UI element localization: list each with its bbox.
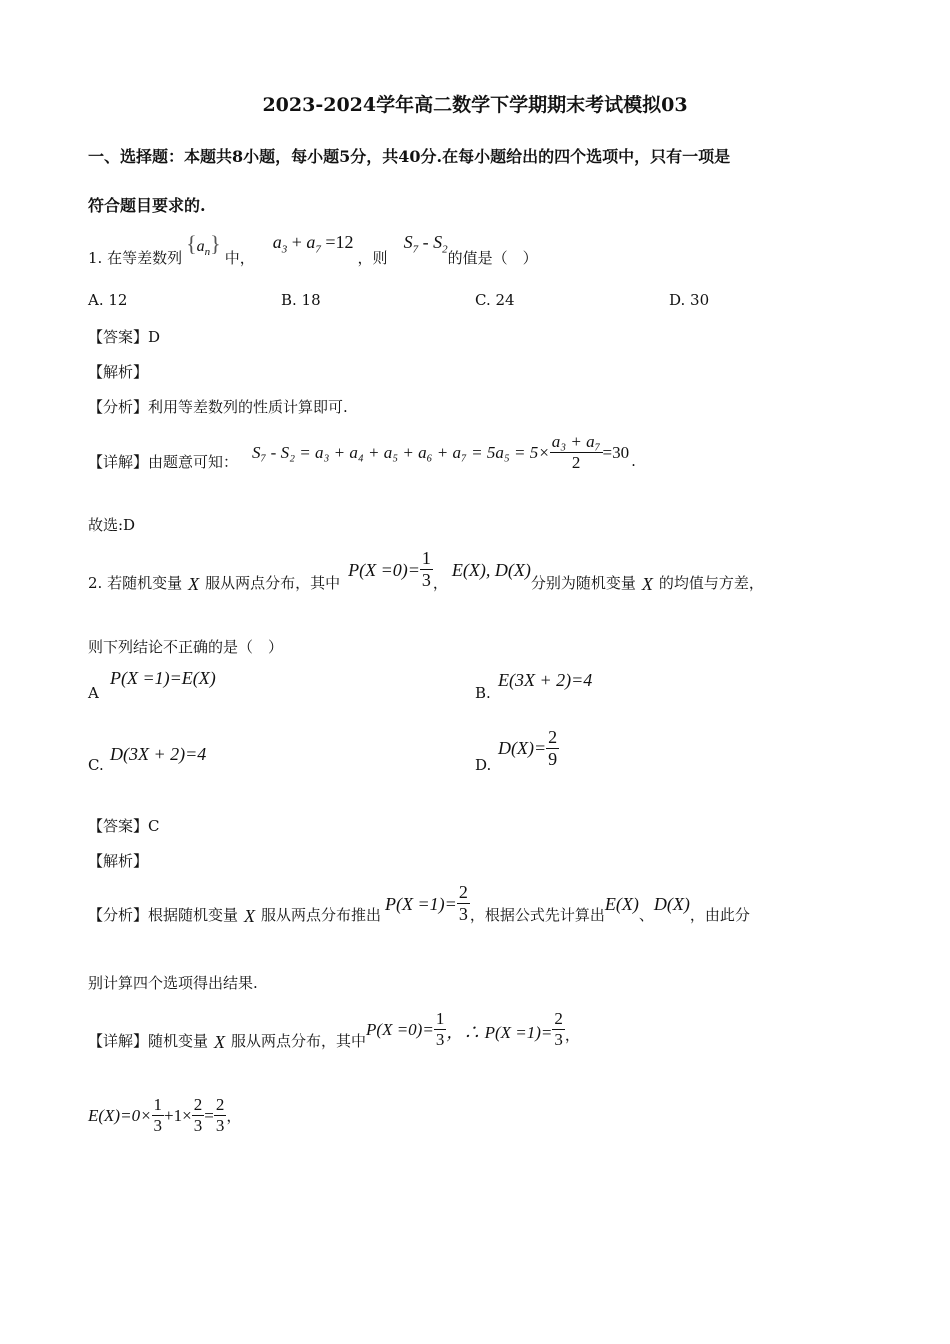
q2-fenxi-line2: 别计算四个选项得出结果. bbox=[88, 974, 258, 992]
q2-option-c: D(3X + 2)=4 bbox=[110, 744, 207, 764]
q1-prefix: 1. 在等差数列 bbox=[88, 249, 183, 267]
q2-prefix: 2. 若随机变量 bbox=[88, 573, 183, 592]
q2-detail: 【详解】随机变量 X 服从两点分布，其中 P(X =0)= $\frac{1}{3}$ ，∴ P(X =1)= $\frac{2}{3}$ ， bbox=[88, 1009, 580, 1052]
q2-mid3: 的均值与方差， bbox=[658, 573, 764, 592]
q1-mid1: 中， bbox=[224, 249, 255, 267]
q2-p0-fraction: $\frac{1}{3}$ bbox=[421, 548, 431, 591]
q1-answer: 【答案】D bbox=[88, 328, 161, 346]
q2-variable: X bbox=[188, 573, 200, 594]
q2-fenxi: 【分析】根据随机变量 X 服从两点分布推出 P(X =1)= $\frac{2}{3}$ ，根据公式先计算出 E(X) 、 D(X) ，由此分 bbox=[88, 882, 750, 926]
q2-variable-2: X bbox=[641, 573, 653, 594]
q2-comma1: ， bbox=[432, 573, 448, 592]
q1-detail-rhs: =30 bbox=[602, 443, 630, 462]
q1-option-b: B. 18 bbox=[281, 291, 321, 309]
q1-sequence: $\{a_n\}$ bbox=[186, 230, 221, 258]
q1-mid2: ，则 bbox=[357, 249, 388, 267]
q1-condition: $a_3 + a_7 =12$ bbox=[272, 232, 354, 256]
q2-answer: 【答案】C bbox=[88, 817, 160, 835]
q1-target-expression: $S_7 - S_2$ bbox=[403, 232, 448, 256]
q1-detail-label: 【详解】由题意可知： bbox=[88, 452, 239, 471]
page-title: 2023-2024学年高二数学下学期期末考试模拟03 bbox=[262, 94, 688, 116]
q2-option-c-label: C. bbox=[88, 756, 104, 774]
q1-detail-end: . bbox=[631, 452, 636, 470]
q1-option-c: C. 24 bbox=[475, 291, 515, 309]
q1-option-a: A. 12 bbox=[88, 291, 128, 309]
q2-option-a-label: A bbox=[88, 684, 99, 702]
q2-option-d-label: D. bbox=[475, 756, 492, 774]
q2-analysis-label: 【解析】 bbox=[88, 852, 149, 870]
q1-detail-fraction: $\frac{\text{a₃ + a₇}}{2}$ bbox=[551, 432, 601, 473]
q2-option-b: E(3X + 2)=4 bbox=[498, 670, 593, 690]
q2-mid1: 服从两点分布，其中 bbox=[205, 573, 341, 592]
section-heading-line2: 符合题目要求的. bbox=[88, 196, 206, 215]
q1-analysis-label: 【解析】 bbox=[88, 363, 149, 381]
question-2-stem bbox=[88, 546, 764, 594]
q2-expectation: E(X)=0× $\frac{1}{3}$ +1× $\frac{2}{3}$ = $\frac{2}{3}$ ， bbox=[88, 1095, 242, 1135]
q1-suffix: 的值是（ ） bbox=[447, 249, 538, 267]
question-1-stem bbox=[88, 228, 538, 268]
section-heading-line1: 一、选择题：本题共8小题，每小题5分，共40分.在每小题给出的四个选项中，只有一项是 bbox=[88, 147, 731, 166]
q2-option-b-label: B. bbox=[475, 684, 491, 702]
q1-option-d: D. 30 bbox=[669, 291, 710, 309]
q1-choose: 故选:D bbox=[88, 516, 136, 534]
q1-fenxi: 【分析】利用等差数列的性质计算即可. bbox=[88, 398, 348, 416]
q2-option-d: D(X)= $\frac{2}{9}$ bbox=[498, 727, 558, 769]
q1-detail bbox=[88, 428, 636, 478]
q1-detail-lhs: S₇ - S₂ = a₃ + a₄ + a₅ + a₆ + a₇ = 5a₅ = 5× bbox=[252, 443, 550, 462]
q2-ed: E(X), D(X) bbox=[451, 559, 531, 580]
q2-line2: 则下列结论不正确的是（ ） bbox=[88, 638, 284, 656]
q2-p0: P(X =0)= bbox=[348, 559, 420, 580]
q2-option-a: P(X =1)=E(X) bbox=[110, 668, 216, 688]
q2-mid2: 分别为随机变量 bbox=[530, 573, 636, 592]
